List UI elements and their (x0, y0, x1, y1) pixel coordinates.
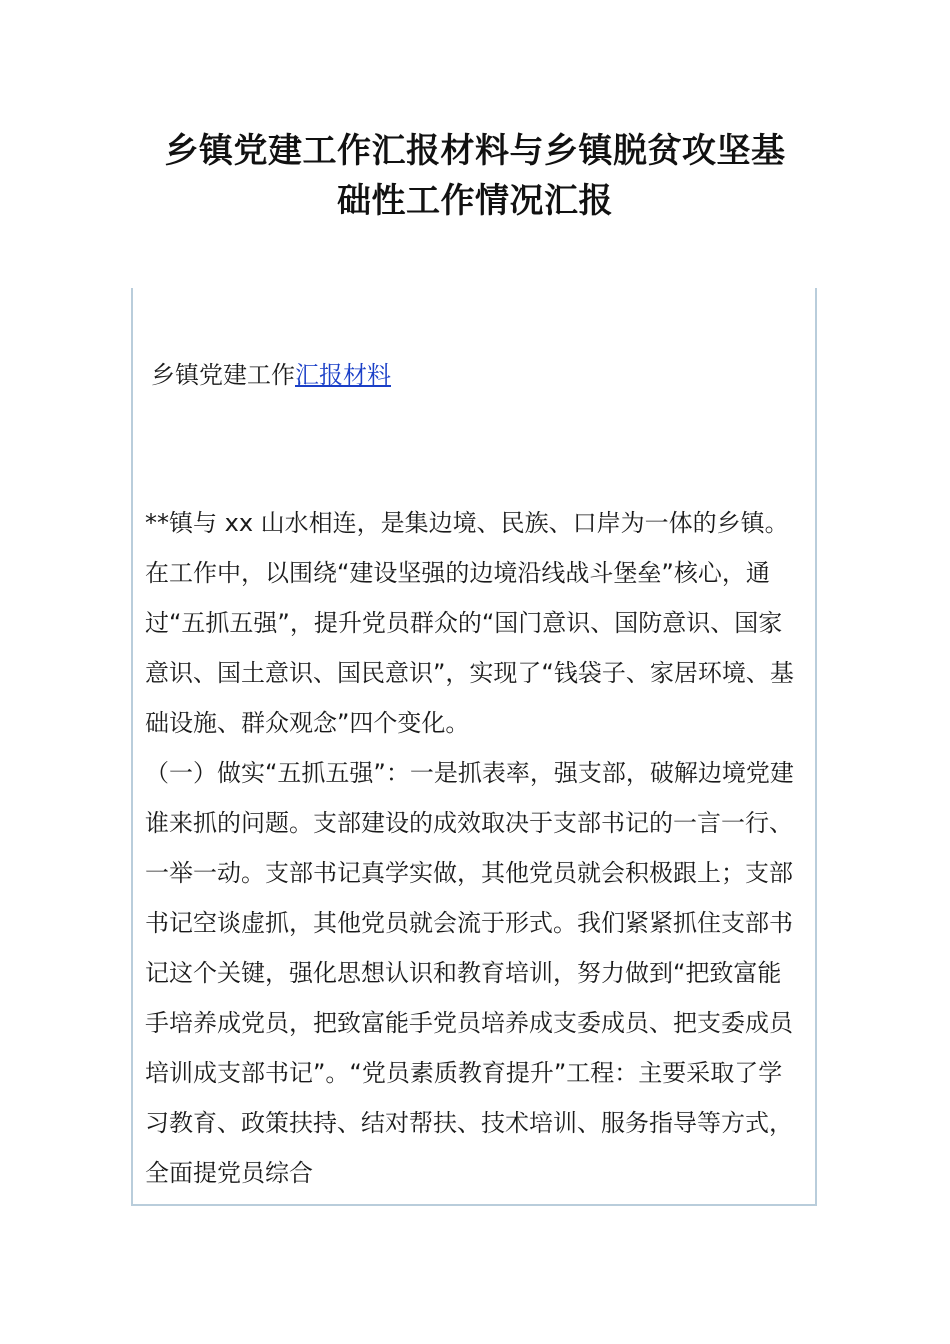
body-text (145, 498, 805, 1198)
paragraph-five-grasps: （一）做实“五抓五强”：一是抓表率，强支部，破解边境党建谁来抓的问题。支部建设的成效取决于支部书记的一言一行、一举一动。支部书记真学实做，其他党员就会积极跟上；支部书记空谈虚抓，其他党员就会流于形式。我们紧紧抓住支部书记这个关键，强化思想认识和教育培训，努力做到“把致富能手培养成党员，把致富能手党员培养成支委成员、把支委成员培训成支部书记”。“党员素质教育提升”工程：主要采取了学习教育、政策扶持、结对帮扶、技术培训、服务指导等方式，全面提党员综合 (145, 759, 794, 1187)
section-subheading (151, 358, 391, 392)
subheading-prefix: 乡镇党建工作 (151, 361, 295, 389)
report-material-link[interactable]: 汇报材料 (295, 361, 391, 389)
content-frame (131, 288, 817, 1206)
document-title-line-2: 础性工作情况汇报 (337, 181, 613, 221)
document-title (0, 126, 950, 226)
paragraph-intro: **镇与 xx 山水相连，是集边境、民族、口岸为一体的乡镇。在工作中，以围绕“建设坚强的边境沿线战斗堡垒”核心，通过“五抓五强”，提升党员群众的“国门意识、国防意识、国家意识、国土意识、国民意识”，实现了“钱袋子、家居环境、基础设施、群众观念”四个变化。 (145, 509, 794, 737)
document-title-line-1: 乡镇党建工作汇报材料与乡镇脱贫攻坚基 (164, 131, 786, 171)
